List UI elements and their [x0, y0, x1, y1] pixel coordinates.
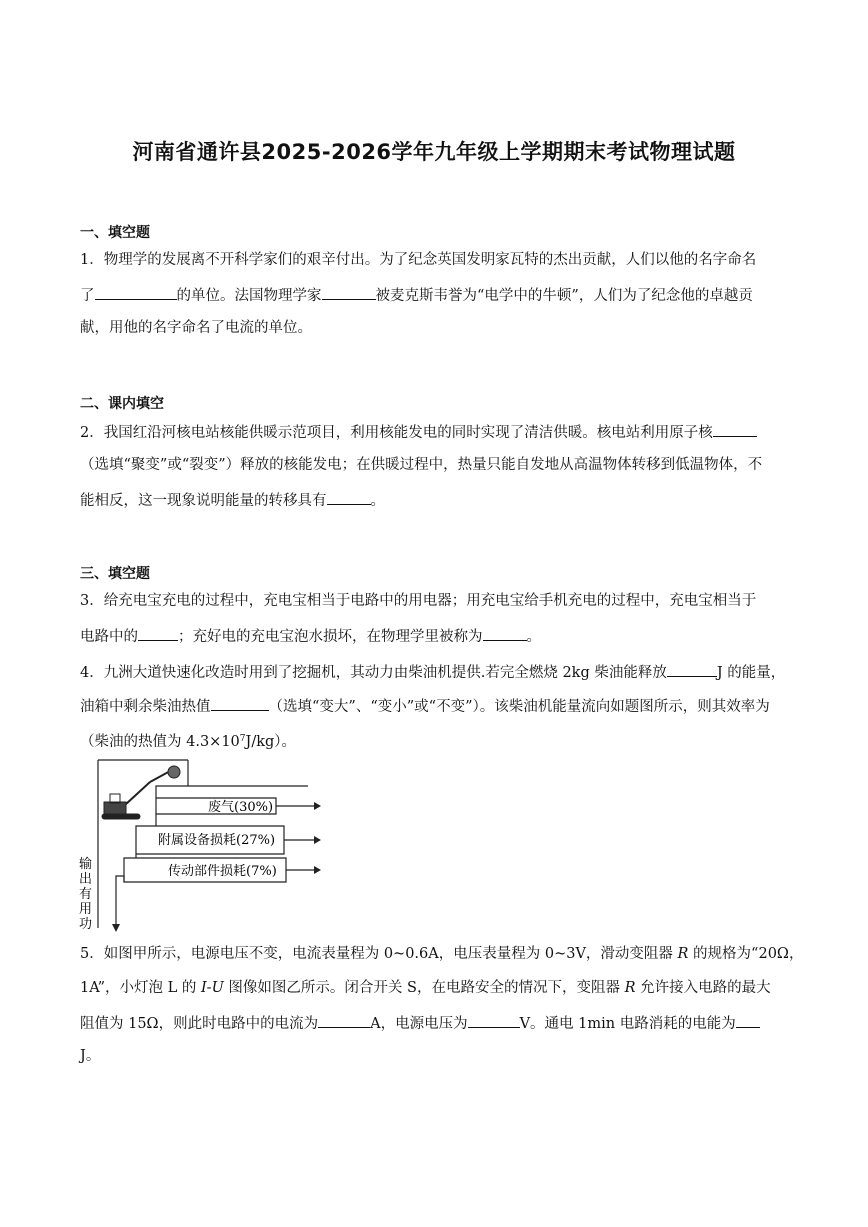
q4-line-2: 油箱中剩余柴油热值 （选填“变大”、“变小”或“不变”）。该柴油机能量流向如题图所示，则其效率为: [80, 695, 792, 717]
arrow-right-icon: [314, 802, 321, 810]
q2-line-2: （选填“聚变”或“裂变”）释放的核能发电；在供暖过程中，热量只能自发地从高温物体转移到低温物体，不: [80, 457, 763, 473]
section-heading-3: 三、填空题: [80, 566, 150, 582]
section-heading-1: 一、填空题: [80, 225, 150, 241]
svg-text:功: 功: [79, 917, 93, 932]
answer-blank[interactable]: [211, 695, 269, 711]
q1-line-3: 献，用他的名字命名了电流的单位。: [80, 320, 312, 336]
q2-line-3: 能相反，这一现象说明能量的转移具有 。: [80, 489, 792, 511]
q3-line-1: 3．给充电宝充电的过程中，充电宝相当于电路中的用电器；用充电宝给手机充电的过程中，充电宝相当于: [80, 593, 757, 609]
q5-line-3: 阻值为 15Ω，则此时电路中的电流为 A，电源电压为 V。通电 1min 电路消耗的电能为: [80, 1012, 792, 1034]
energy-flow-diagram: [76, 756, 326, 936]
diagram-label-output: [79, 856, 92, 932]
answer-blank[interactable]: [713, 421, 757, 437]
arrow-down-icon: [112, 924, 120, 932]
diagram-label-exhaust: 废气(30%): [208, 800, 274, 815]
arrow-right-icon: [314, 836, 321, 844]
answer-blank[interactable]: [667, 661, 717, 677]
q4-line-1: 4．九洲大道快速化改造时用到了挖掘机，其动力由柴油机提供.若完全燃烧 2kg 柴油能释放 J 的能量，: [80, 661, 792, 683]
q5-line-4: J。: [80, 1048, 101, 1064]
svg-text:有: 有: [79, 887, 93, 902]
answer-blank[interactable]: [736, 1012, 760, 1028]
answer-blank[interactable]: [468, 1012, 520, 1028]
page-title: 河南省通许县2025-2026学年九年级上学期期末考试物理试题: [132, 140, 736, 164]
answer-blank[interactable]: [318, 1012, 370, 1028]
q2-line-1: 2．我国红沿河核电站核能供暖示范项目，利用核能发电的同时实现了清洁供暖。核电站利用原子核: [80, 421, 792, 443]
answer-blank[interactable]: [322, 284, 376, 300]
answer-blank[interactable]: [95, 284, 177, 300]
q1-line-2: 了 的单位。法国物理学家 被麦克斯韦誉为“电学中的牛顿”，人们为了纪念他的卓越贡: [80, 284, 792, 306]
section-heading-2: 二、课内填空: [80, 396, 164, 412]
q5-line-1: 5．如图甲所示，电源电压不变，电流表量程为 0~0.6A，电压表量程为 0~3V，滑动变阻器 R 的规格为“20Ω，: [80, 946, 804, 962]
svg-text:输: 输: [79, 857, 93, 872]
q1-line-1: 1．物理学的发展离不开科学家们的艰辛付出。为了纪念英国发明家瓦特的杰出贡献，人们以他的名字命名: [80, 252, 757, 268]
q5-line-2: 1A”，小灯泡 L 的 I-U 图像如图乙所示。闭合开关 S，在电路安全的情况下，变阻器 R 允许接入电路的最大: [80, 980, 771, 996]
svg-text:出: 出: [79, 872, 93, 887]
q4-line-3: （柴油的热值为 $4.3\times 10^7J/kg$）。: [80, 734, 297, 750]
answer-blank[interactable]: [327, 489, 371, 505]
diagram-label-drive: 传动部件损耗(7%): [168, 864, 277, 879]
answer-blank[interactable]: [138, 625, 178, 641]
diagram-label-aux: 附属设备损耗(27%): [158, 833, 276, 848]
svg-text:用: 用: [79, 902, 93, 917]
answer-blank[interactable]: [483, 625, 527, 641]
excavator-icon: [102, 766, 180, 819]
arrow-right-icon: [314, 866, 321, 874]
q3-line-2: 电路中的 ；充好电的充电宝泡水损坏，在物理学里被称为 。: [80, 625, 792, 647]
